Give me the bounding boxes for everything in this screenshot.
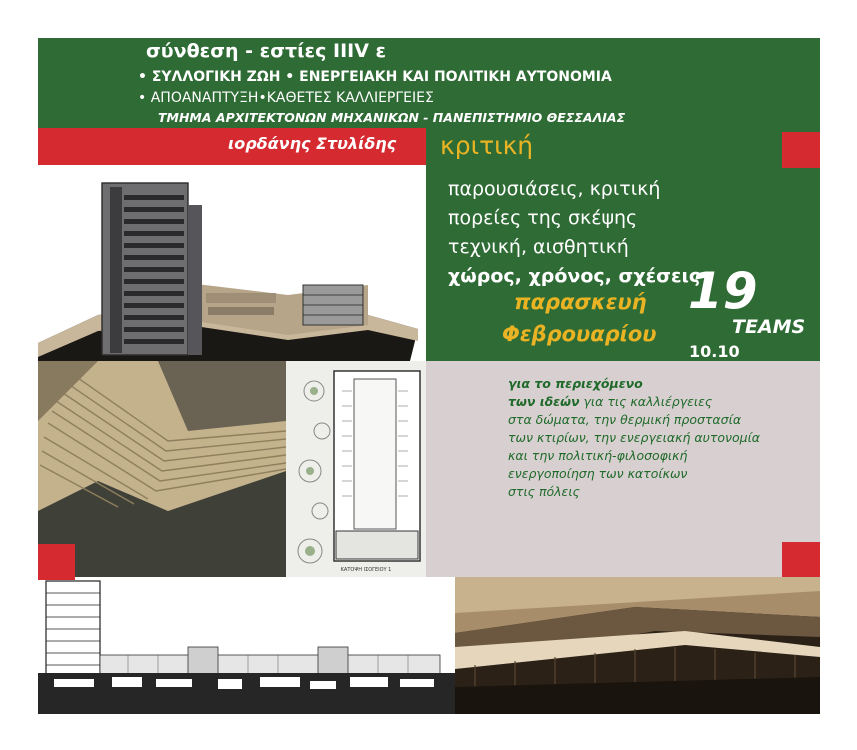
floor-plan-image: [286, 361, 426, 577]
red-square-left: [38, 544, 75, 580]
interior-model-photo-image: [455, 577, 820, 714]
plan-caption: ΚΑΤΟΨΗ ΙΣΟΓΕΙΟΥ 1: [340, 567, 392, 573]
poster-title: σύνθεση - εστίες IIIV ε: [146, 40, 387, 62]
topic-item-bold: χώρος, χρόνος, σχέσεις: [448, 265, 701, 287]
author-name: ιορδάνης Στυλίδης: [228, 134, 397, 153]
theme-line-1: • ΣΥΛΛΟΓΙΚΗ ΖΩΗ • ΕΝΕΡΓΕΙΑΚΗ ΚΑΙ ΠΟΛΙΤΙΚΗ ΑΥΤΟΝΟΜΙΑ: [138, 69, 612, 85]
topic-item: τεχνική, αισθητική: [448, 236, 629, 258]
red-square-top: [782, 132, 820, 168]
department-line: ΤΜΗΜΑ ΑΡΧΙΤΕΚΤΟΝΩΝ ΜΗΧΑΝΙΚΩΝ - ΠΑΝΕΠΙΣΤΗΜΙΟ ΘΕΣΣΑΛΙΑΣ: [158, 110, 626, 125]
desc-bold-fragment: των ιδεών: [508, 394, 580, 409]
event-month: Φεβρουαρίου: [502, 322, 657, 346]
building-render-image: [38, 165, 426, 361]
desc-line-mixed: [508, 393, 760, 411]
desc-line: ενεργοποίηση των κατοίκων: [508, 466, 688, 481]
event-heading: κριτική: [440, 131, 534, 160]
section-drawing-image: [38, 577, 455, 714]
topic-item: παρουσιάσεις, κριτική: [448, 178, 661, 200]
description-text: [508, 375, 760, 501]
poster: [38, 38, 820, 714]
event-day: παρασκευή: [514, 290, 647, 314]
desc-line: στα δώματα, την θερμική προστασία: [508, 412, 742, 427]
theme-line-2: • ΑΠΟΑΝΑΠΤΥΞΗ•ΚΑΘΕΤΕΣ ΚΑΛΛΙΕΡΓΕΙΕΣ: [138, 90, 434, 106]
event-time: 10.10: [689, 342, 740, 361]
event-platform: TEAMS: [732, 316, 806, 338]
desc-line: των κτιρίων, την ενεργειακή αυτονομία: [508, 430, 761, 445]
topic-item: πορείες της σκέψης: [448, 207, 638, 229]
event-date-number: 19: [688, 262, 758, 320]
event-date: [502, 286, 657, 350]
desc-line: στις πόλεις: [508, 484, 580, 499]
desc-fragment: για τις καλλιέργειες: [579, 394, 713, 409]
desc-line: για το περιεχόμενο: [508, 376, 643, 391]
red-square-right: [782, 542, 820, 580]
model-photo-image: [38, 361, 286, 577]
topics-list: [448, 175, 700, 291]
desc-line: και την πολιτική-φιλοσοφική: [508, 448, 688, 463]
